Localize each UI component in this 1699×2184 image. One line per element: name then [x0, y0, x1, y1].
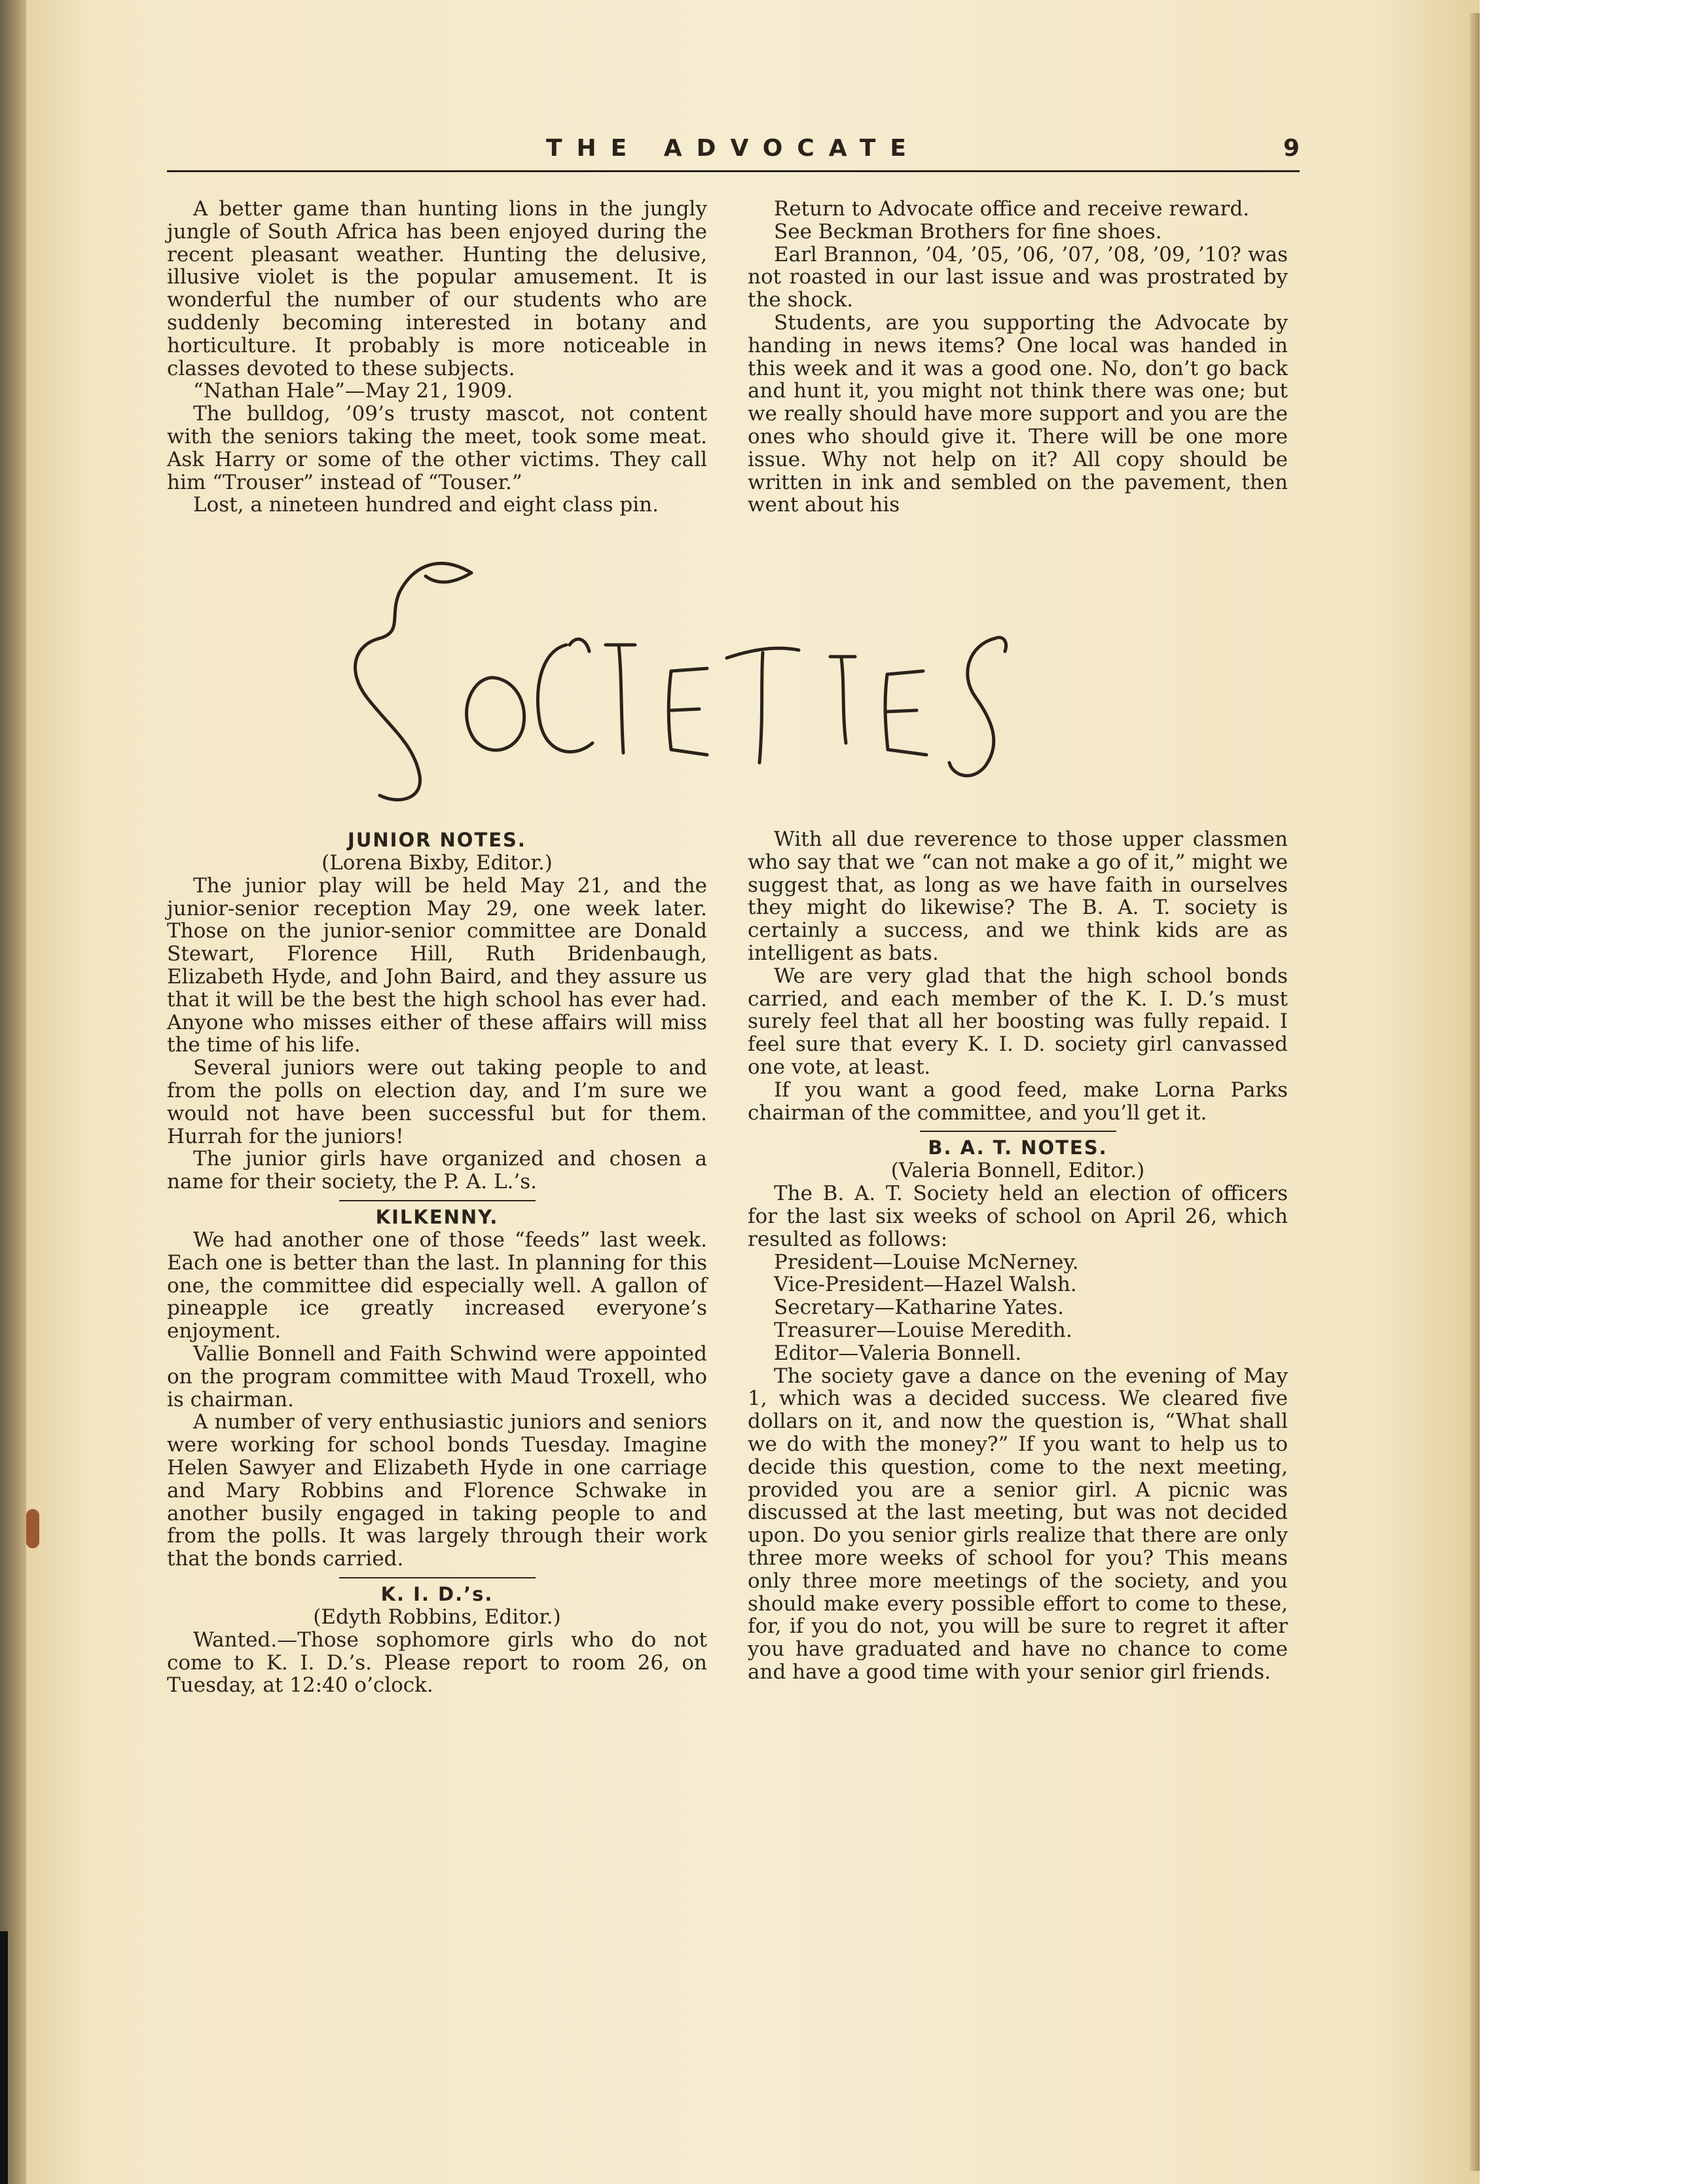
- paragraph: If you want a good feed, make Lorna Parks chairman of the committee, and you’ll get it.: [748, 1078, 1288, 1125]
- paragraph: Wanted.—Those sophomore girls who do not come to K. I. D.’s. Please report to room 26, on Tuesday, at 12:40 o’clock.: [167, 1628, 707, 1698]
- officer-line: Secretary—Katharine Yates.: [774, 1296, 1064, 1320]
- paragraph: We are very glad that the high school bonds carried, and each member of the K. I. D.’s must surely feel that all her boosting was fully repaid. I feel sure that every K. I. D. society girl canvassed one vote, at least.: [748, 964, 1288, 1079]
- top-left-column: [167, 198, 707, 517]
- kid-editor: (Edyth Robbins, Editor.): [313, 1605, 561, 1629]
- officer-line: Vice-President—Hazel Walsh.: [774, 1273, 1077, 1297]
- page-header: [167, 131, 1300, 172]
- paragraph: We had another one of those “feeds” last week. Each one is better than the last. In planning for this one, the committee did especially well. A gallon of pineapple ice greatly increased everyone’s enjoyment.: [167, 1228, 707, 1343]
- paragraph: The B. A. T. Society held an election of officers for the last six weeks of school on April 26, which resulted as follows:: [748, 1182, 1288, 1251]
- kid-heading: K. I. D.’s.: [380, 1582, 494, 1605]
- officer-line: Treasurer—Louise Meredith.: [774, 1318, 1072, 1342]
- section-divider: [920, 1131, 1116, 1132]
- paragraph: See Beckman Brothers for fine shoes.: [774, 219, 1162, 244]
- rust-stain: [26, 1509, 39, 1548]
- page-edge-shadow: [1470, 13, 1480, 2171]
- top-right-column: [748, 198, 1288, 517]
- bottom-left-column: [167, 828, 707, 1697]
- paragraph: “Nathan Hale”—May 21, 1909.: [193, 379, 513, 403]
- bottom-right-column: [748, 828, 1288, 1684]
- officer-line: Editor—Valeria Bonnell.: [774, 1341, 1022, 1365]
- junior-notes-editor: (Lorena Bixby, Editor.): [321, 851, 553, 875]
- paragraph: Students, are you supporting the Advocate by handing in news items? One local was handed in this week and it was a good one. No, don’t go back and hunt it, you might not think there was one; but we really should have more support and you are the ones who should give it. There will be one more issue. Why not help on it? All copy should be written in ink and sembled on the pavement, then went about his: [748, 310, 1288, 517]
- paragraph: A better game than hunting lions in the jungly jungle of South Africa has been enjoyed during the recent pleasant weather. Hunting the delusive, illusive violet is the popular amusement. It is wonderful the number of our students who are suddenly becoming interested in botany and horticulture. It probably is more noticeable in classes devoted to these subjects.: [167, 197, 707, 380]
- book-spine: [0, 0, 26, 2184]
- paragraph: The junior play will be held May 21, and the junior-senior reception May 29, one week later. Those on the junior-senior committee are Donald Stewart, Florence Hill, Ruth Bridenbaugh, Elizabeth Hyde, and John Baird, and they assure us that it will be the best the high school has ever had. Anyone who misses either of these affairs will miss the time of his life.: [167, 873, 707, 1057]
- paragraph: Return to Advocate office and receive reward.: [774, 197, 1250, 221]
- paragraph: Lost, a nineteen hundred and eight class pin.: [193, 493, 659, 517]
- section-divider: [339, 1577, 536, 1578]
- bat-notes-editor: (Valeria Bonnell, Editor.): [890, 1159, 1145, 1183]
- section-divider: [339, 1200, 536, 1201]
- paragraph: With all due reverence to those upper classmen who say that we “can not make a go of it,” might we suggest that, as long as we have faith in ourselves they might do likewise? The B. A. T. society is certainly a success, and we think kids are as intelligent as bats.: [748, 828, 1288, 965]
- page-number: 9: [1283, 135, 1300, 162]
- junior-notes-heading: JUNIOR NOTES.: [348, 829, 526, 851]
- banner-label: SOCIETIES: [731, 815, 735, 816]
- scan-background: [1480, 0, 1699, 2184]
- officer-line: President—Louise McNerney.: [774, 1250, 1079, 1274]
- paragraph: The junior girls have organized and chosen a name for their society, the P. A. L.’s.: [167, 1147, 707, 1194]
- paragraph: Vallie Bonnell and Faith Schwind were appointed on the program committee with Maud Troxell, who is chairman.: [167, 1341, 707, 1411]
- societies-banner: [340, 547, 1126, 822]
- paragraph: Earl Brannon, ’04, ’05, ’06, ’07, ’08, ’09, ’10? was not roasted in our last issue and was prostrated by the shock.: [748, 242, 1288, 312]
- paragraph: Several juniors were out taking people to and from the polls on election day, and I’m sure we would not have been successful but for them. Hurrah for the juniors!: [167, 1056, 707, 1148]
- paragraph: The bulldog, ’09’s trusty mascot, not content with the seniors taking the meet, took some meat. Ask Harry or some of the other victims. They call him “Trouser” instead of “Touser.”: [167, 402, 707, 494]
- kilkenny-heading: KILKENNY.: [375, 1205, 499, 1228]
- binding-shadow: [0, 1931, 8, 2184]
- paragraph: The society gave a dance on the evening of May 1, which was a decided success. We cleared five dollars on it, and now the question is, “What shall we do with the money?” If you want to help us to decide this question, come to the next meeting, provided you are a senior girl. A picnic was discussed at the last meeting, but was not decided upon. Do you senior girls realize that there are only three more weeks of school for you? This means only three more meetings of the society, and you should make every possible effort to come to these, for, if you do not, you will be sure to regret it after you have graduated and have no chance to come and have a good time with your senior girl friends.: [748, 1364, 1288, 1684]
- publication-title: THE ADVOCATE: [545, 135, 921, 162]
- paragraph: A number of very enthusiastic juniors and seniors were working for school bonds Tuesday. Imagine Helen Sawyer and Elizabeth Hyde in one carriage and Mary Robbins and Florence Schwake in another busily engaged in taking people to and from the polls. It was largely through their work that the bonds carried.: [167, 1410, 707, 1571]
- bat-notes-heading: B. A. T. NOTES.: [928, 1137, 1108, 1159]
